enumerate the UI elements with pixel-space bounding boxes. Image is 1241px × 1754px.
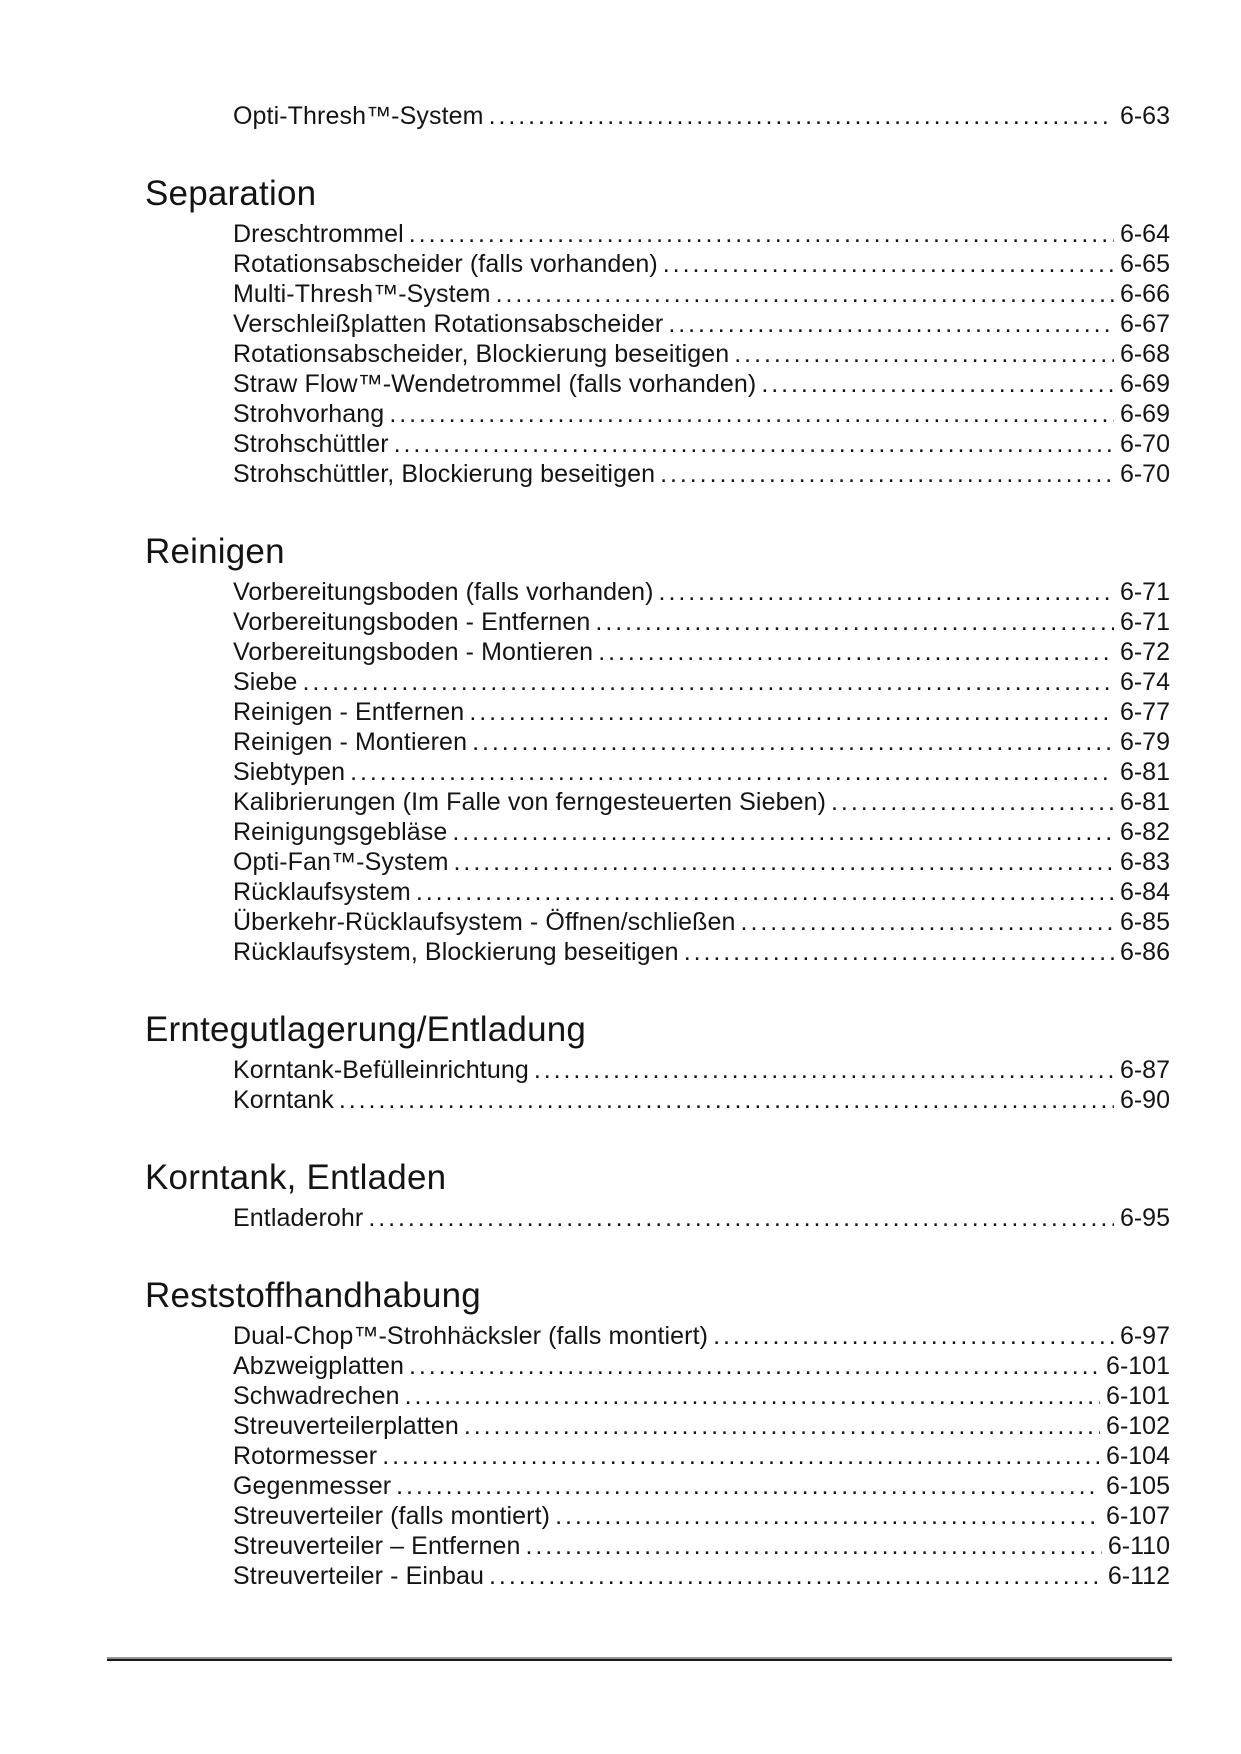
toc-entry-page-number: 6-95 xyxy=(1119,1204,1170,1232)
toc-entry-label: Vorbereitungsboden - Montieren xyxy=(233,638,594,666)
toc-entry-label: Streuverteilerplatten xyxy=(233,1412,459,1440)
toc-entry xyxy=(233,847,1170,877)
toc-entry-label: Kalibrierungen (Im Falle von ferngesteuerten Sieben) xyxy=(233,788,827,816)
toc-entry xyxy=(233,459,1170,489)
dot-leader xyxy=(489,101,1114,131)
dot-leader xyxy=(713,1321,1114,1351)
toc-entry-label: Vorbereitungsboden - Entfernen xyxy=(233,608,591,636)
toc-entry-page-number: 6-72 xyxy=(1119,638,1170,666)
dot-leader xyxy=(741,907,1114,937)
toc-entry-page-number: 6-105 xyxy=(1106,1472,1170,1500)
toc-entry-label: Rotationsabscheider (falls vorhanden) xyxy=(233,250,658,278)
toc-entry-page-number: 6-67 xyxy=(1119,310,1170,338)
toc-entry-label: Rücklaufsystem xyxy=(233,878,411,906)
toc-entry-label: Rotormesser xyxy=(233,1442,378,1470)
toc-entry-label: Reinigen - Entfernen xyxy=(233,698,465,726)
toc-entry xyxy=(233,1411,1170,1441)
toc-section xyxy=(0,533,1241,967)
toc-entry xyxy=(233,817,1170,847)
toc-entry-page-number: 6-69 xyxy=(1119,370,1170,398)
toc-entry-label: Streuverteiler - Einbau xyxy=(233,1562,485,1590)
toc-entry xyxy=(233,1501,1170,1531)
toc-entry-page-number: 6-70 xyxy=(1119,430,1170,458)
dot-leader xyxy=(469,697,1114,727)
toc-entry-label: Siebe xyxy=(233,668,298,696)
toc-entry-page-number: 6-85 xyxy=(1119,908,1170,936)
toc-entry xyxy=(233,249,1170,279)
dot-leader xyxy=(525,1531,1101,1561)
toc-entry xyxy=(233,577,1170,607)
toc-entry-label: Straw Flow™-Wendetrommel (falls vorhanden) xyxy=(233,370,757,398)
toc-entry-page-number: 6-64 xyxy=(1119,220,1170,248)
toc-entry-page-number: 6-82 xyxy=(1119,818,1170,846)
dot-leader xyxy=(382,1441,1100,1471)
toc-entry-page-number: 6-102 xyxy=(1106,1412,1170,1440)
toc-entry-label: Siebtypen xyxy=(233,758,346,786)
dot-leader xyxy=(472,727,1114,757)
toc-entry xyxy=(233,1471,1170,1501)
toc-entry xyxy=(233,1561,1170,1591)
dot-leader xyxy=(663,249,1114,279)
toc-entry-label: Streuverteiler – Entfernen xyxy=(233,1532,521,1560)
toc-entry xyxy=(233,1203,1170,1233)
toc-entry-page-number: 6-63 xyxy=(1119,102,1170,130)
section-title: Reinigen xyxy=(145,532,285,571)
toc-entry xyxy=(233,429,1170,459)
dot-leader xyxy=(660,459,1114,489)
toc-entry xyxy=(233,667,1170,697)
toc-entry-page-number: 6-65 xyxy=(1119,250,1170,278)
toc-entry-label: Dual-Chop™-Strohhäcksler (falls montiert) xyxy=(233,1322,709,1350)
dot-leader xyxy=(405,1381,1100,1411)
toc-entry-page-number: 6-68 xyxy=(1119,340,1170,368)
toc-section xyxy=(0,1277,1241,1591)
dot-leader xyxy=(389,399,1114,429)
dot-leader xyxy=(350,757,1114,787)
footer-divider xyxy=(107,1657,1172,1661)
toc-entry-page-number: 6-107 xyxy=(1106,1502,1170,1530)
toc-entry xyxy=(233,279,1170,309)
dot-leader xyxy=(339,1085,1114,1115)
toc-entry-label: Schwadrechen xyxy=(233,1382,400,1410)
toc-entry-page-number: 6-71 xyxy=(1119,578,1170,606)
dot-leader xyxy=(416,877,1114,907)
toc-entry xyxy=(233,1531,1170,1561)
toc-section xyxy=(0,1159,1241,1233)
toc-entry xyxy=(233,877,1170,907)
toc-entry-page-number: 6-71 xyxy=(1119,608,1170,636)
dot-leader xyxy=(555,1501,1100,1531)
toc-entry xyxy=(233,399,1170,429)
toc-entry xyxy=(233,727,1170,757)
toc-entry xyxy=(233,309,1170,339)
toc-entry xyxy=(233,907,1170,937)
dot-leader xyxy=(668,309,1114,339)
section-entries xyxy=(233,101,1170,131)
toc-entry-label: Strohvorhang xyxy=(233,400,385,428)
dot-leader xyxy=(595,607,1114,637)
dot-leader xyxy=(368,1203,1114,1233)
toc-entry-page-number: 6-83 xyxy=(1119,848,1170,876)
toc-entry xyxy=(233,1381,1170,1411)
toc-entry-page-number: 6-69 xyxy=(1119,400,1170,428)
toc-section xyxy=(0,1011,1241,1115)
toc-entry xyxy=(233,101,1170,131)
toc-entry xyxy=(233,1055,1170,1085)
toc-entry-page-number: 6-90 xyxy=(1119,1086,1170,1114)
section-entries xyxy=(233,577,1170,967)
toc-entry-page-number: 6-84 xyxy=(1119,878,1170,906)
toc-entry-label: Strohschüttler xyxy=(233,430,389,458)
dot-leader xyxy=(684,937,1114,967)
toc-entry-page-number: 6-86 xyxy=(1119,938,1170,966)
toc-entry-label: Überkehr-Rücklaufsystem - Öffnen/schließen xyxy=(233,908,736,936)
dot-leader xyxy=(302,667,1114,697)
toc-entry-label: Rotationsabscheider, Blockierung beseitigen xyxy=(233,340,730,368)
toc-entry xyxy=(233,1351,1170,1381)
dot-leader xyxy=(489,1561,1102,1591)
toc-entry-label: Abzweigplatten xyxy=(233,1352,404,1380)
dot-leader xyxy=(598,637,1114,667)
toc-entry-label: Opti-Fan™-System xyxy=(233,848,449,876)
toc-entry xyxy=(233,1321,1170,1351)
toc-entry-page-number: 6-70 xyxy=(1119,460,1170,488)
toc-entry xyxy=(233,1085,1170,1115)
section-entries xyxy=(233,219,1170,489)
toc-entry xyxy=(233,697,1170,727)
toc-entry xyxy=(233,937,1170,967)
dot-leader xyxy=(534,1055,1114,1085)
toc-entry-label: Rücklaufsystem, Blockierung beseitigen xyxy=(233,938,679,966)
section-entries xyxy=(233,1321,1170,1591)
dot-leader xyxy=(396,1471,1100,1501)
toc-entry-label: Gegenmesser xyxy=(233,1472,392,1500)
toc-entry-page-number: 6-104 xyxy=(1106,1442,1170,1470)
toc-entry-label: Entladerohr xyxy=(233,1204,364,1232)
section-title: Reststoffhandhabung xyxy=(145,1276,481,1315)
toc-entry-page-number: 6-110 xyxy=(1107,1532,1170,1560)
dot-leader xyxy=(496,279,1114,309)
dot-leader xyxy=(409,1351,1100,1381)
dot-leader xyxy=(454,847,1114,877)
toc-entry-label: Reinigen - Montieren xyxy=(233,728,468,756)
toc-entry-page-number: 6-74 xyxy=(1119,668,1170,696)
toc-entry-page-number: 6-97 xyxy=(1119,1322,1170,1350)
dot-leader xyxy=(734,339,1114,369)
dot-leader xyxy=(394,429,1114,459)
toc-entry-page-number: 6-81 xyxy=(1119,788,1170,816)
toc-entry-label: Strohschüttler, Blockierung beseitigen xyxy=(233,460,656,488)
toc-entry xyxy=(233,1441,1170,1471)
toc-entry-page-number: 6-101 xyxy=(1106,1382,1170,1410)
toc-entry xyxy=(233,637,1170,667)
dot-leader xyxy=(761,369,1114,399)
toc-entry-label: Vorbereitungsboden (falls vorhanden) xyxy=(233,578,654,606)
toc-entry-label: Opti-Thresh™-System xyxy=(233,102,484,130)
toc-entry-page-number: 6-101 xyxy=(1106,1352,1170,1380)
toc-entry-page-number: 6-66 xyxy=(1119,280,1170,308)
section-title: Korntank, Entladen xyxy=(145,1158,447,1197)
toc-entry-label: Multi-Thresh™-System xyxy=(233,280,491,308)
toc-entry xyxy=(233,369,1170,399)
toc-section xyxy=(0,175,1241,489)
section-entries xyxy=(233,1203,1170,1233)
toc-entry-label: Korntank xyxy=(233,1086,334,1114)
toc-section xyxy=(0,101,1241,131)
toc-entry-page-number: 6-77 xyxy=(1119,698,1170,726)
toc-entry xyxy=(233,787,1170,817)
dot-leader xyxy=(464,1411,1100,1441)
dot-leader xyxy=(831,787,1114,817)
toc-entry xyxy=(233,339,1170,369)
section-title: Erntegutlagerung/Entladung xyxy=(145,1010,587,1049)
toc-entry xyxy=(233,757,1170,787)
dot-leader xyxy=(659,577,1114,607)
toc-entry xyxy=(233,607,1170,637)
toc-entry-label: Reinigungsgebläse xyxy=(233,818,448,846)
toc-entry xyxy=(233,219,1170,249)
toc-entry-page-number: 6-79 xyxy=(1119,728,1170,756)
toc-entry-label: Verschleißplatten Rotationsabscheider xyxy=(233,310,664,338)
toc-entry-label: Korntank-Befülleinrichtung xyxy=(233,1056,529,1084)
section-title: Separation xyxy=(145,174,317,213)
dot-leader xyxy=(452,817,1114,847)
dot-leader xyxy=(409,219,1114,249)
toc-entry-label: Dreschtrommel xyxy=(233,220,404,248)
toc-entry-page-number: 6-112 xyxy=(1107,1562,1170,1590)
toc-entry-page-number: 6-81 xyxy=(1119,758,1170,786)
toc-entry-page-number: 6-87 xyxy=(1119,1056,1170,1084)
section-entries xyxy=(233,1055,1170,1115)
toc-entry-label: Streuverteiler (falls montiert) xyxy=(233,1502,551,1530)
